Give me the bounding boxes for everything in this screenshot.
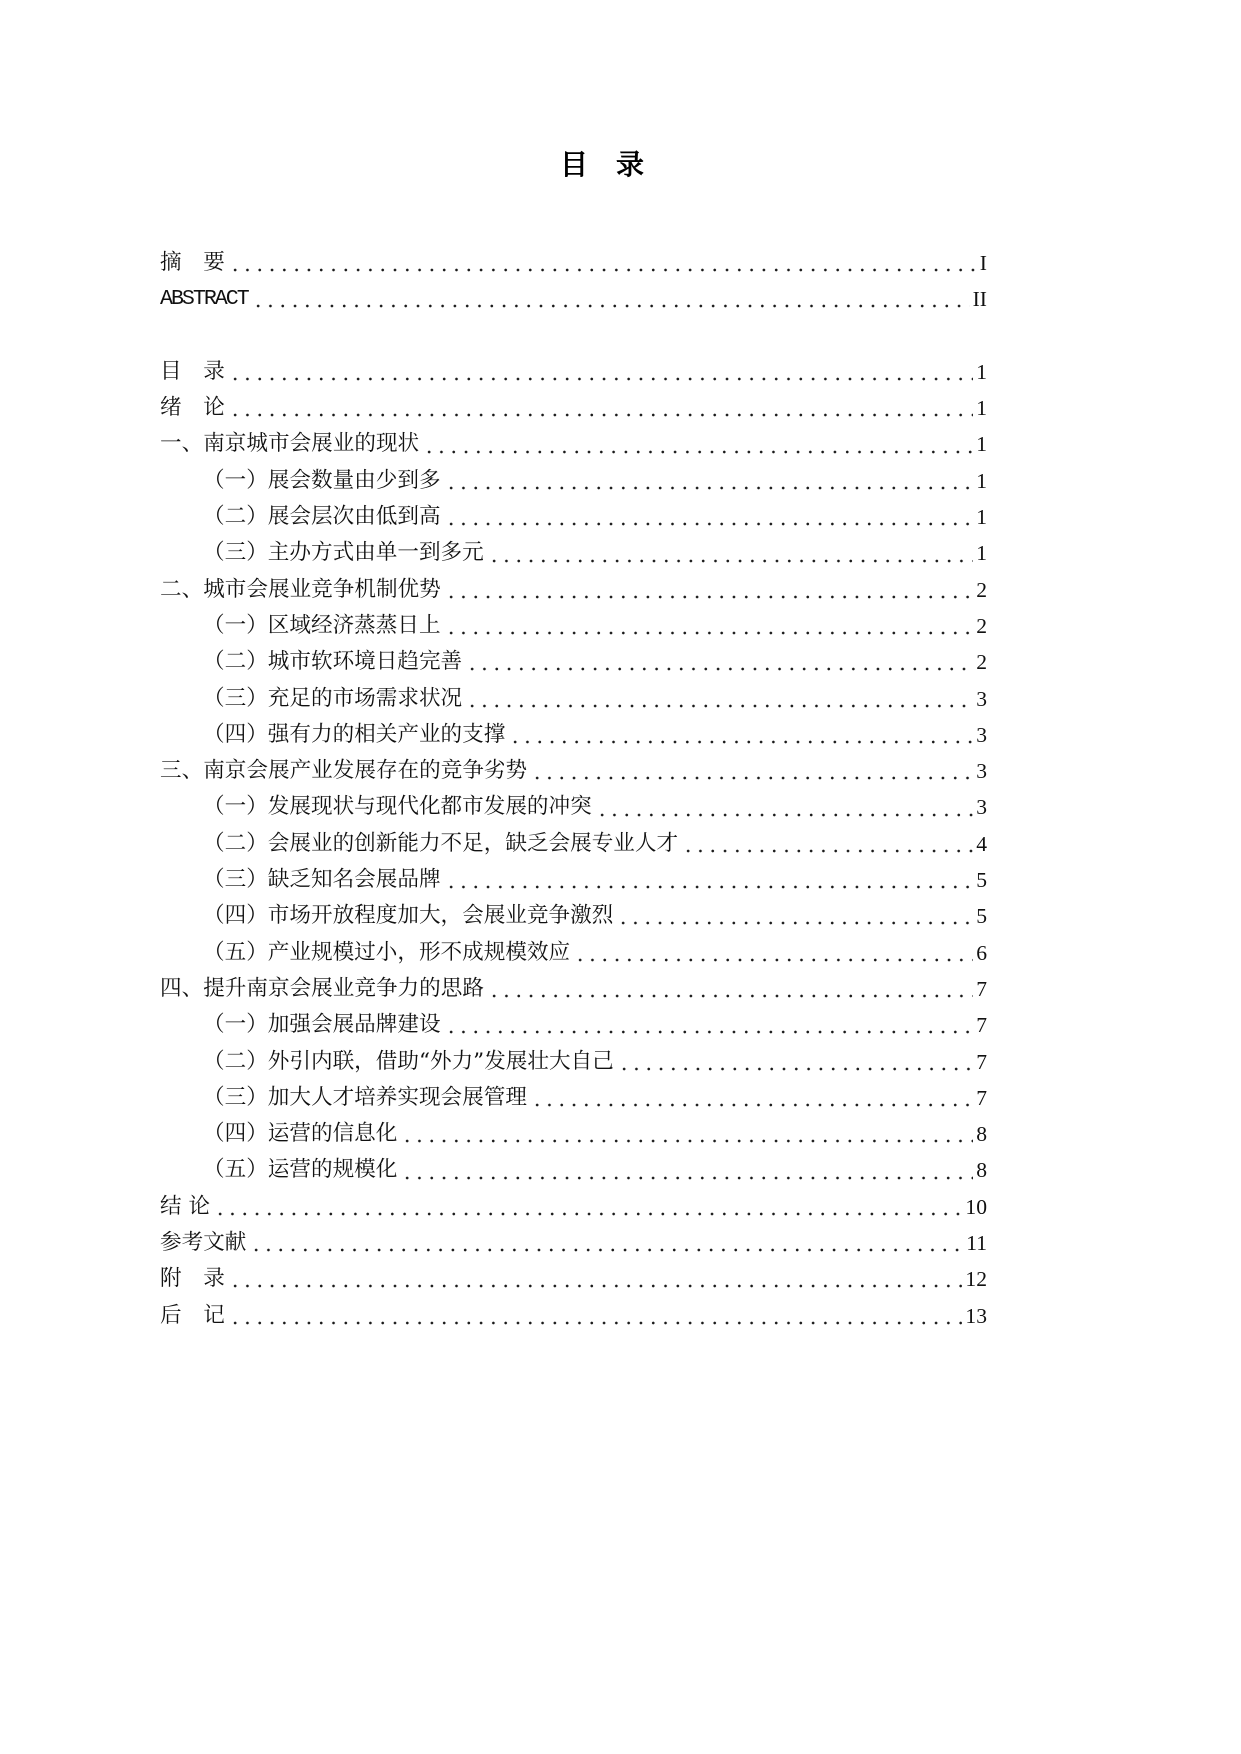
toc-contents [160,354,987,1334]
dot-leader [682,849,973,853]
dot-leader [445,1030,974,1034]
toc-subentry-page-number: 3 [976,795,987,820]
dot-leader [445,885,974,889]
toc-entry-page-number: 1 [976,396,987,421]
toc-entry [160,390,987,426]
toc-entry-page-number: 11 [966,1231,987,1256]
toc-subentry [160,681,987,717]
toc-entry-page-number: 7 [976,976,987,1001]
dot-leader [229,1284,963,1288]
toc-subentry-page-number: 4 [976,831,987,856]
toc-subentry [160,608,987,644]
toc-subentry [160,1080,987,1116]
toc-subentry-page-number: 8 [976,1122,987,1147]
toc-entry [160,426,987,462]
toc-subentry-page-number: 1 [976,541,987,566]
dot-leader [252,304,970,308]
dot-leader [574,958,973,962]
toc-subentry [160,717,987,753]
dot-leader [401,1139,973,1143]
table-of-contents [160,245,987,1334]
page-title: 目 录 [560,148,645,181]
toc-subentry-label: （三）主办方式由单一到多元 [203,540,484,566]
toc-subentry-page-number: 8 [976,1158,987,1183]
dot-leader [509,740,973,744]
dot-leader [466,667,973,671]
toc-subsection-list [160,608,987,753]
toc-subentry-label: （三）加大人才培养实现会展管理 [203,1084,527,1110]
toc-subentry [160,535,987,571]
toc-entry-page-number: 3 [976,759,987,784]
toc-subentry [160,1007,987,1043]
dot-leader [617,921,973,925]
dot-leader [214,1212,962,1216]
toc-subentry-page-number: 5 [976,904,987,929]
toc-front-matter [160,245,987,318]
toc-subentry [160,1116,987,1152]
toc-subentry-label: （二）外引内联，借助“外力”发展壮大自己 [203,1048,614,1074]
dot-leader [531,776,973,780]
dot-leader [488,994,973,998]
toc-subentry-label: （四）市场开放程度加大，会展业竞争激烈 [203,903,614,929]
toc-entry-label: 目 录 [160,358,225,384]
toc-subentry-label: （五）运营的规模化 [203,1157,398,1183]
toc-entry [160,1261,987,1297]
toc-subentry-label: （三）充足的市场需求状况 [203,685,463,711]
toc-entry-page-number: 12 [965,1267,987,1292]
toc-entry-page-number: 13 [965,1303,987,1328]
toc-subentry-label: （一）区域经济蒸蒸日上 [203,612,441,638]
toc-subentry-page-number: 3 [976,686,987,711]
toc-subsection-list [160,1007,987,1188]
toc-subentry-label: （四）强有力的相关产业的支撑 [203,721,506,747]
toc-subentry-page-number: 7 [976,1085,987,1110]
toc-subentry-label: （三）缺乏知名会展品牌 [203,867,441,893]
toc-subsection-list [160,463,987,572]
dot-leader [229,413,973,417]
toc-entry [160,1298,987,1334]
toc-subentry-page-number: 1 [976,468,987,493]
dot-leader [488,559,973,563]
toc-subentry-label: （二）城市软环境日趋完善 [203,649,463,675]
toc-subentry [160,826,987,862]
toc-subentry-label: （四）运营的信息化 [203,1121,398,1147]
toc-entry-label: 二、城市会展业竞争机制优势 [160,576,441,602]
toc-subentry-label: （二）会展业的创新能力不足，缺乏会展专业人才 [203,830,679,856]
dot-leader [618,1067,973,1071]
toc-entry-page-number: 2 [976,577,987,602]
dot-leader [229,377,973,381]
toc-entry-label: 后 记 [160,1302,225,1328]
toc-entry [160,753,987,789]
toc-subsection-list [160,789,987,970]
toc-subentry [160,898,987,934]
toc-entry-page-number: 1 [976,432,987,457]
toc-subentry-page-number: 6 [976,940,987,965]
toc-subentry-page-number: 5 [976,868,987,893]
toc-subentry-page-number: 3 [976,722,987,747]
toc-subentry [160,1152,987,1188]
toc-entry-label: 四、提升南京会展业竞争力的思路 [160,975,484,1001]
dot-leader [445,486,974,490]
toc-entry-label: 结 论 [160,1193,211,1219]
toc-entry-label: 摘 要 [160,250,225,275]
dot-leader [229,268,977,272]
toc-entry [160,572,987,608]
toc-entry-page-number: 1 [976,359,987,384]
dot-leader [445,595,973,599]
toc-subentry-page-number: 7 [976,1013,987,1038]
toc-subentry-page-number: 2 [976,650,987,675]
toc-entry-label: 三、南京会展产业发展存在的竞争劣势 [160,758,528,784]
toc-subentry-label: （二）展会层次由低到高 [203,504,441,530]
toc-subentry-label: （一）加强会展品牌建设 [203,1012,441,1038]
dot-leader [445,522,974,526]
toc-subentry [160,463,987,499]
toc-entry-page-number: II [972,287,987,312]
toc-subentry [160,1044,987,1080]
dot-leader [596,813,974,817]
toc-subentry [160,789,987,825]
toc-subentry-page-number: 7 [976,1049,987,1074]
dot-leader [531,1103,973,1107]
toc-entry [160,354,987,390]
toc-entry [160,245,987,281]
toc-entry-page-number: 10 [965,1194,987,1219]
dot-leader [445,631,974,635]
toc-entry-label: 一、南京城市会展业的现状 [160,431,420,457]
dot-leader [466,704,973,708]
toc-subentry [160,862,987,898]
toc-subentry [160,644,987,680]
toc-entry-page-number: I [979,251,987,275]
toc-entry-label: 绪 论 [160,395,225,421]
dot-leader [229,1321,963,1325]
toc-entry [160,971,987,1007]
toc-entry-label: 参考文献 [160,1230,247,1256]
toc-subentry-page-number: 2 [976,613,987,638]
toc-subentry-page-number: 1 [976,505,987,530]
toc-subentry [160,935,987,971]
toc-subentry-label: （一）发展现状与现代化都市发展的冲突 [203,794,592,820]
toc-entry [160,1225,987,1261]
toc-entry [160,1189,987,1225]
toc-subentry-label: （五）产业规模过小，形不成规模效应 [203,939,571,965]
toc-entry [160,281,987,317]
dot-leader [423,450,973,454]
dot-leader [401,1176,973,1180]
toc-entry-label: 附 录 [160,1266,225,1292]
toc-subentry [160,499,987,535]
toc-subentry-label: （一）展会数量由少到多 [203,467,441,493]
dot-leader [250,1248,963,1252]
toc-entry-label: ABSTRACT [160,287,248,312]
